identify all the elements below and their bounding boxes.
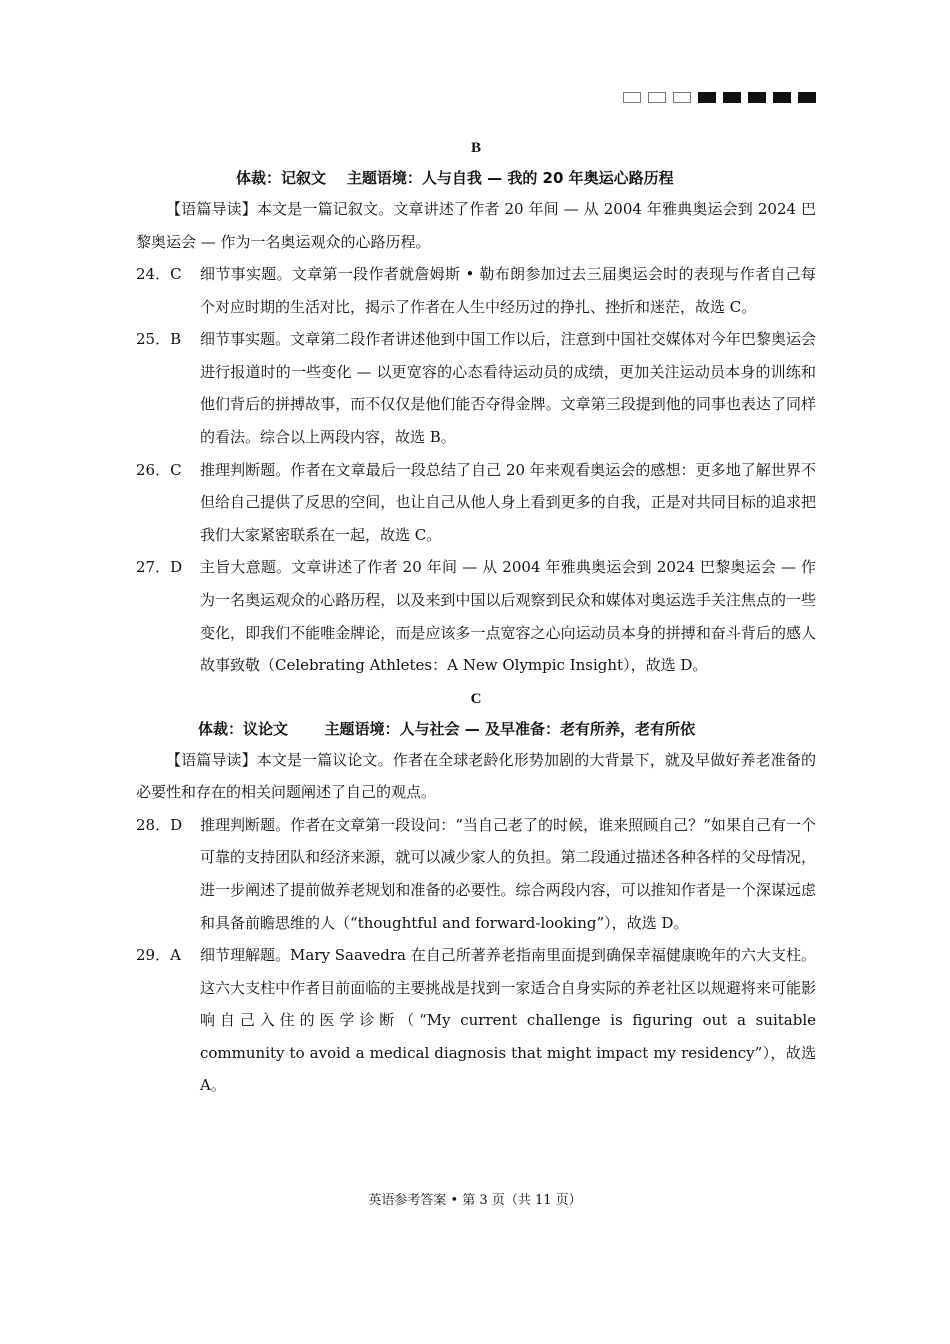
solid-square-mark: [723, 92, 741, 103]
section-c-genre: 体裁：议论文 主题语境：人与社会 — 及早准备：老有所养，老有所依: [198, 719, 696, 738]
solid-square-mark: [798, 92, 816, 103]
section-c-intro: 【语篇导读】本文是一篇议论文。作者在全球老龄化形势加剧的大背景下，就及早做好养老准备的必要性和存在的相关问题阐述了自己的观点。: [136, 750, 816, 802]
corner-marks: [623, 92, 816, 103]
question-item: [136, 939, 816, 1102]
question-item: [136, 323, 816, 453]
question-item: [136, 809, 816, 939]
question-number: 25．B: [136, 330, 182, 349]
question-number: 29．A: [136, 946, 181, 965]
section-b-heading: B: [470, 140, 481, 156]
answer-content: [136, 133, 816, 1102]
solid-square-mark: [773, 92, 791, 103]
section-c-heading: C: [470, 690, 482, 707]
hollow-square-mark: [673, 92, 691, 103]
question-item: [136, 258, 816, 323]
section-b-genre: 体裁：记叙文 主题语境：人与自我 — 我的 20 年奥运心路历程: [236, 169, 674, 187]
question-explanation: 细节理解题。Mary Saavedra 在自己所著养老指南里面提到确保幸福健康晚年的六大支柱。这六大支柱中作者目前面临的主要挑战是找到一家适合自身实际的养老社区以规避将来可能影响自己入住的医学诊断（“My current challenge is figuring out a suitable community to avoid a medical diagnosis that might impact my residency”），故选 A。: [200, 946, 816, 1095]
question-item: [136, 454, 816, 552]
hollow-square-mark: [648, 92, 666, 103]
solid-square-mark: [748, 92, 766, 103]
question-item: [136, 551, 816, 681]
question-explanation: 推理判断题。作者在文章最后一段总结了自己 20 年来观看奥运会的感想：更多地了解世界不但给自己提供了反思的空间，也让自己从他人身上看到更多的自我，正是对共同目标的追求把我们大家紧密联系在一起，故选 C。: [200, 460, 816, 544]
question-explanation: 细节事实题。文章第二段作者讲述他到中国工作以后，注意到中国社交媒体对今年巴黎奥运会进行报道时的一些变化 — 以更宽容的心态看待运动员的成绩，更加关注运动员本身的训练和他们背后的拼搏故事，而不仅仅是他们能否夺得金牌。文章第三段提到他的同事也表达了同样的看法。综合以上两段内容，故选 B。: [200, 330, 816, 446]
question-number: 28．D: [136, 815, 183, 834]
solid-square-mark: [698, 92, 716, 103]
page-footer: 英语参考答案 • 第 3 页（共 11 页）: [368, 1193, 582, 1208]
section-b-intro: 【语篇导读】本文是一篇记叙文。文章讲述了作者 20 年间 — 从 2004 年雅典奥运会到 2024 巴黎奥运会 — 作为一名奥运观众的心路历程。: [136, 200, 816, 251]
question-number: 24．C: [136, 265, 182, 283]
question-explanation: 细节事实题。文章第一段作者就詹姆斯 • 勒布朗参加过去三届奥运会时的表现与作者自己每个对应时期的生活对比，揭示了作者在人生中经历过的挣扎、挫折和迷茫，故选 C。: [200, 265, 816, 316]
hollow-square-mark: [623, 92, 641, 103]
question-explanation: 推理判断题。作者在文章第一段设问：“当自己老了的时候，谁来照顾自己？”如果自己有一个可靠的支持团队和经济来源，就可以减少家人的负担。第二段通过描述各种各样的父母情况，进一步阐述了提前做养老规划和准备的必要性。综合两段内容，可以推知作者是一个深谋远虑和具备前瞻思维的人（“thoughtful and forward-looking”），故选 D。: [200, 815, 816, 932]
question-number: 27．D: [136, 558, 183, 577]
question-explanation: 主旨大意题。文章讲述了作者 20 年间 — 从 2004 年雅典奥运会到 2024 巴黎奥运会 — 作为一名奥运观众的心路历程，以及来到中国以后观察到民众和媒体对奥运选手关注焦点的一些变化，即我们不能唯金牌论，而是应该多一点宽容之心向运动员本身的拼搏和奋斗背后的感人故事致敬（Celebrating Athletes：A New Olympic Insight），故选 D。: [200, 558, 816, 675]
question-number: 26．C: [136, 460, 182, 479]
